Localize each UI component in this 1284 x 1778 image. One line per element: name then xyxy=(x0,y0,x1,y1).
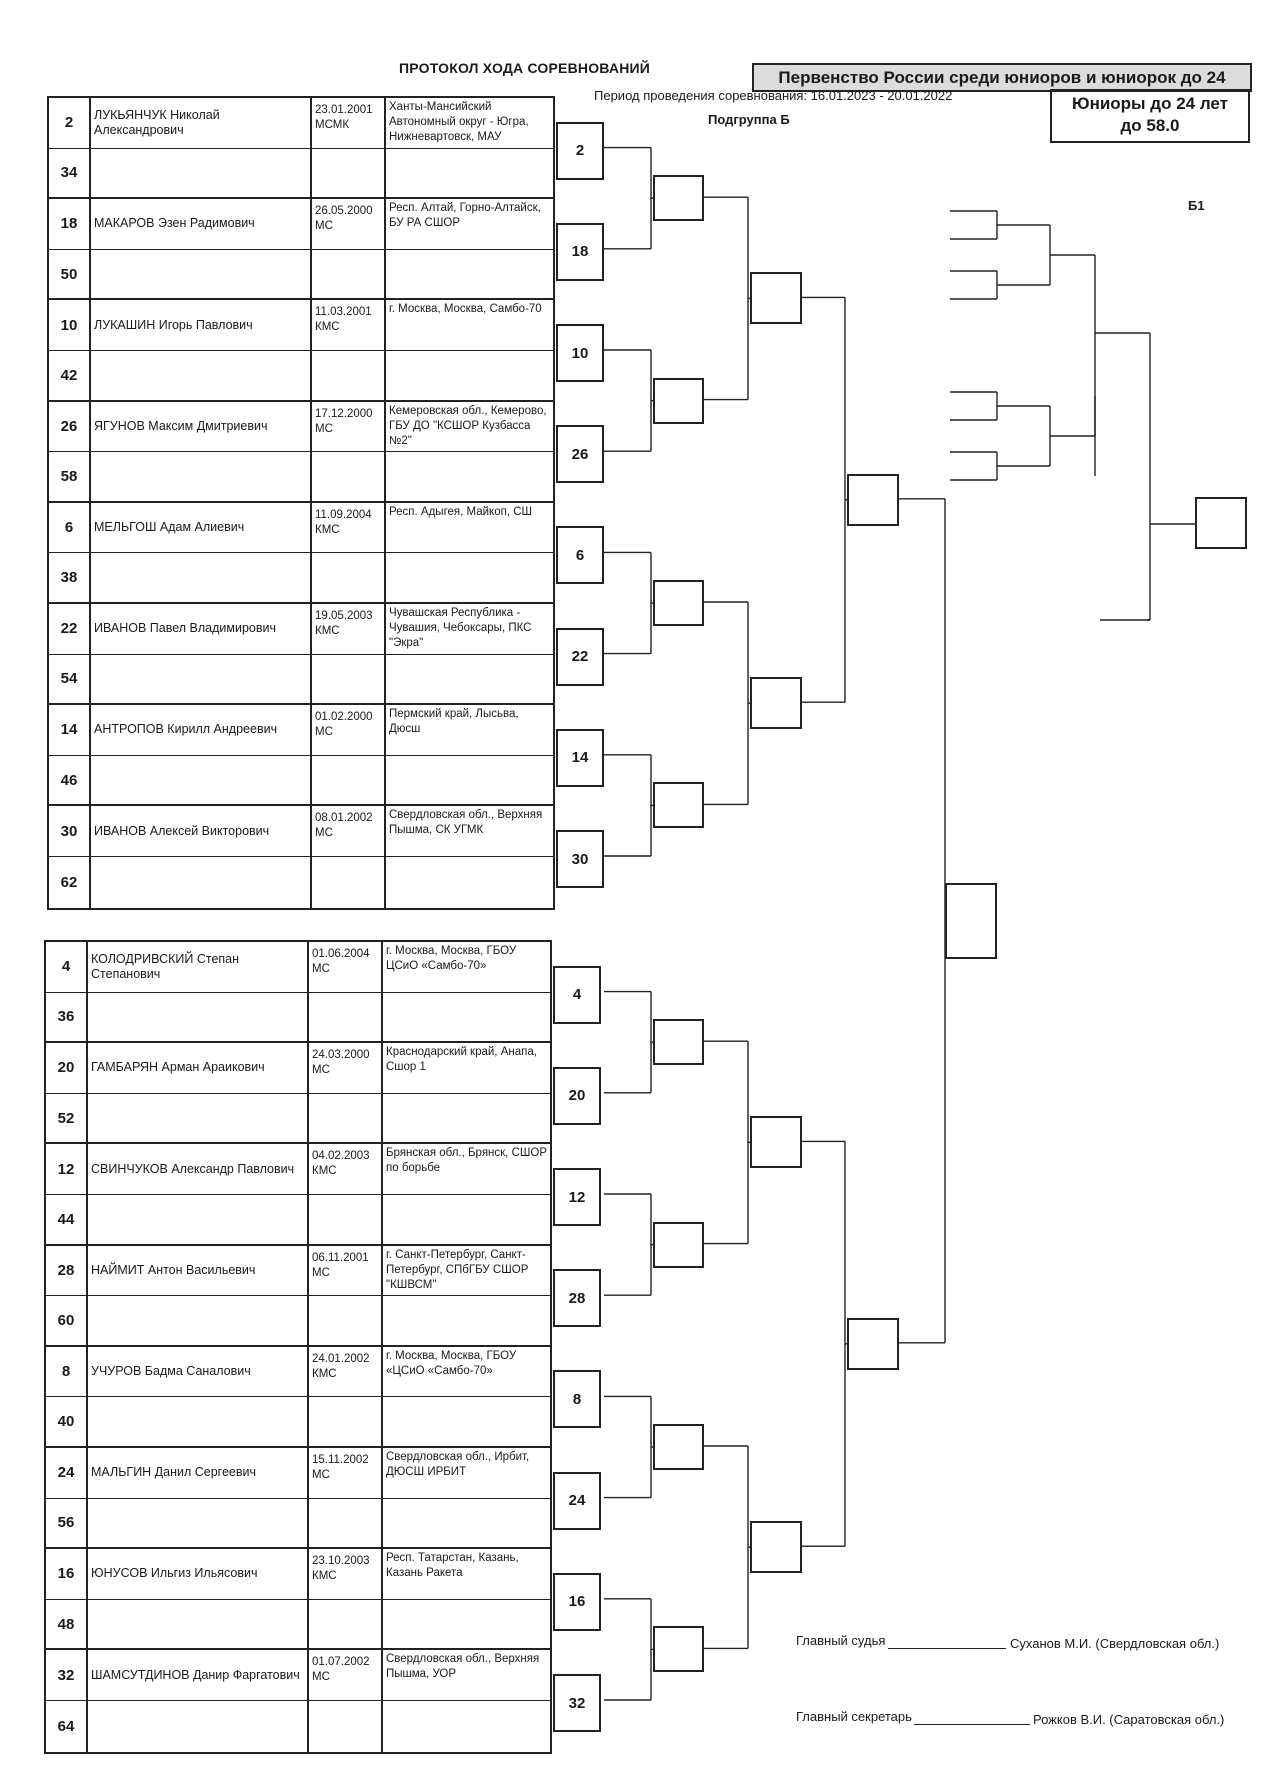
participant-team: г. Москва, Москва, Самбо-70 xyxy=(386,300,553,351)
opponent-number: 54 xyxy=(49,655,91,706)
participant-birth-date: 08.01.2002 xyxy=(315,812,373,825)
participant-birth-date: 23.10.2003 xyxy=(312,1555,370,1568)
protocol-title: ПРОТОКОЛ ХОДА СОРЕВНОВАНИЙ xyxy=(399,60,651,76)
round2-result-box xyxy=(653,1222,704,1268)
round1-seed-box: 16 xyxy=(553,1573,601,1631)
participant-sport-rank: КМС xyxy=(312,1367,337,1380)
round2-result-box xyxy=(653,1626,704,1672)
participant-sport-rank: КМС xyxy=(315,523,340,536)
participant-number: 30 xyxy=(49,806,91,857)
participant-name: МЕЛЬГОШ Адам Алиевич xyxy=(91,503,312,554)
chief-judge-name: Суханов М.И. (Свердловская обл.) xyxy=(1010,1636,1220,1651)
opponent-number: 56 xyxy=(46,1499,88,1550)
participant-name: НАЙМИТ Антон Васильевич xyxy=(88,1246,309,1297)
participant-team: г. Москва, Москва, ГБОУ ЦСиО «Самбо-70» xyxy=(383,942,550,993)
participant-team: г. Санкт-Петербург, Санкт-Петербург, СПбГБУ СШОР "КШВСМ" xyxy=(383,1246,550,1297)
round2-result-box xyxy=(653,175,704,221)
round1-seed-box: 20 xyxy=(553,1067,601,1125)
championship-title: Первенство России среди юниоров и юниорок до 24 xyxy=(752,63,1252,92)
participant-number: 16 xyxy=(46,1549,88,1600)
participant-birth-date: 23.01.2001 xyxy=(315,104,373,116)
opponent-number: 62 xyxy=(49,857,91,908)
semifinal-result-box xyxy=(945,883,997,959)
participant-number: 22 xyxy=(49,604,91,655)
round1-seed-box: 24 xyxy=(553,1472,601,1530)
participant-birth-date: 01.02.2000 xyxy=(315,711,373,724)
participant-number: 18 xyxy=(49,199,91,250)
participant-team: Свердловская обл., Верхняя Пышма, СК УГМК xyxy=(386,806,553,857)
opponent-number: 44 xyxy=(46,1195,88,1246)
round3-result-box xyxy=(750,272,802,324)
participant-name: ЯГУНОВ Максим Дмитриевич xyxy=(91,402,312,453)
participant-birth-date: 24.03.2000 xyxy=(312,1049,370,1062)
participant-sport-rank: КМС xyxy=(315,321,340,334)
round2-result-box xyxy=(653,580,704,626)
participant-sport-rank: МС xyxy=(315,422,333,435)
round1-seed-box: 28 xyxy=(553,1269,601,1327)
round2-result-box xyxy=(653,1424,704,1470)
participant-name: ЛУКАШИН Игорь Павлович xyxy=(91,300,312,351)
opponent-number: 40 xyxy=(46,1397,88,1448)
participant-sport-rank: КМС xyxy=(312,1165,337,1178)
round1-seed-box: 22 xyxy=(556,628,604,686)
participant-birth-date: 26.05.2000 xyxy=(315,205,373,218)
opponent-number: 38 xyxy=(49,553,91,604)
participant-number: 4 xyxy=(46,942,88,993)
participant-team: Краснодарский край, Анапа, Сшор 1 xyxy=(383,1043,550,1094)
participant-team: Респ. Адыгея, Майкоп, СШ xyxy=(386,503,553,554)
opponent-number: 46 xyxy=(49,756,91,807)
participant-number: 26 xyxy=(49,402,91,453)
round1-seed-box: 8 xyxy=(553,1370,601,1428)
participant-number: 20 xyxy=(46,1043,88,1094)
participant-birth-date: 15.11.2002 xyxy=(312,1454,369,1466)
participant-sport-rank: КМС xyxy=(315,625,340,637)
participant-name: ИВАНОВ Павел Владимирович xyxy=(91,604,312,655)
opponent-number: 50 xyxy=(49,250,91,301)
participant-sport-rank: МСМК xyxy=(315,119,350,131)
chief-secretary-signature-line xyxy=(914,1724,1030,1725)
participant-sport-rank: МС xyxy=(315,220,333,233)
participant-team: Респ. Алтай, Горно-Алтайск, БУ РА СШОР xyxy=(386,199,553,250)
participant-team: Брянская обл., Брянск, СШОР по борьбе xyxy=(383,1144,550,1195)
chief-secretary-name: Рожков В.И. (Саратовская обл.) xyxy=(1033,1712,1225,1727)
opponent-number: 58 xyxy=(49,452,91,503)
participant-birth-date: 04.02.2003 xyxy=(312,1150,370,1163)
competition-period: Период проведения соревнования: 16.01.2023 - 20.01.2022 xyxy=(594,88,953,103)
participant-number: 10 xyxy=(49,300,91,351)
participant-team: Чувашская Республика - Чувашия, Чебоксары, ПКС "Экра" xyxy=(386,604,553,655)
participant-name: МАКАРОВ Эзен Радимович xyxy=(91,199,312,250)
participant-team: г. Москва, Москва, ГБОУ «ЦСиО «Самбо-70» xyxy=(383,1347,550,1398)
opponent-number: 36 xyxy=(46,993,88,1044)
participant-sport-rank: МС xyxy=(312,1064,330,1077)
round1-seed-box: 4 xyxy=(553,966,601,1024)
chief-judge-signature-line xyxy=(888,1648,1006,1649)
opponent-number: 52 xyxy=(46,1094,88,1145)
subgroup-label: Подгруппа Б xyxy=(708,112,790,127)
round1-seed-box: 2 xyxy=(556,122,604,180)
participant-birth-date: 01.06.2004 xyxy=(312,948,370,960)
participant-team: Свердловская обл., Ирбит, ДЮСШ ИРБИТ xyxy=(383,1448,550,1499)
participant-name: КОЛОДРИВСКИЙ Степан Степанович xyxy=(88,942,309,993)
participant-number: 14 xyxy=(49,705,91,756)
participant-sport-rank: МС xyxy=(312,1266,330,1279)
participant-name: УЧУРОВ Бадма Саналович xyxy=(88,1347,309,1398)
participant-number: 32 xyxy=(46,1650,88,1701)
round1-seed-box: 14 xyxy=(556,729,604,787)
round1-seed-box: 32 xyxy=(553,1674,601,1732)
participant-sport-rank: МС xyxy=(315,726,333,739)
round3-result-box xyxy=(750,1521,802,1573)
round3-result-box xyxy=(750,1116,802,1168)
round1-seed-box: 18 xyxy=(556,223,604,281)
participant-team: Ханты-Мансийский Автономный округ - Югра, Нижневартовск, МАУ xyxy=(386,98,553,149)
participant-birth-date: 24.01.2002 xyxy=(312,1352,370,1365)
participant-birth-date: 17.12.2000 xyxy=(315,407,373,420)
participant-team: Пермский край, Лысьва, Дюсш xyxy=(386,705,553,756)
participant-birth-date: 06.11.2001 xyxy=(312,1251,369,1264)
round1-seed-box: 10 xyxy=(556,324,604,382)
participant-birth-date: 19.05.2003 xyxy=(315,610,373,622)
opponent-number: 48 xyxy=(46,1600,88,1651)
participant-birth-date: 01.07.2002 xyxy=(312,1656,370,1669)
participant-sport-rank: МС xyxy=(312,963,330,975)
participant-name: ЛУКЬЯНЧУК Николай Александрович xyxy=(91,98,312,149)
chief-judge-label: Главный судья xyxy=(796,1633,886,1648)
participant-name: СВИНЧУКОВ Александр Павлович xyxy=(88,1144,309,1195)
participant-sport-rank: КМС xyxy=(312,1570,337,1583)
chief-secretary-label: Главный секретарь xyxy=(796,1709,912,1724)
participant-number: 12 xyxy=(46,1144,88,1195)
category-age: Юниоры до 24 лет xyxy=(1072,94,1228,113)
participant-team: Кемеровская обл., Кемерово, ГБУ ДО "КСШОР Кузбасса №2" xyxy=(386,402,553,453)
repechage-result-box xyxy=(1195,497,1247,549)
round1-seed-box: 30 xyxy=(556,830,604,888)
opponent-number: 34 xyxy=(49,149,91,200)
category-weight: до 58.0 xyxy=(1120,116,1180,135)
round2-result-box xyxy=(653,782,704,828)
participant-name: ЮНУСОВ Ильгиз Ильясович xyxy=(88,1549,309,1600)
opponent-number: 64 xyxy=(46,1701,88,1752)
participant-sport-rank: МС xyxy=(312,1469,330,1481)
round4-result-box xyxy=(847,474,899,526)
round3-result-box xyxy=(750,677,802,729)
participant-birth-date: 11.03.2001 xyxy=(315,306,372,319)
participant-name: ГАМБАРЯН Арман Араикович xyxy=(88,1043,309,1094)
participant-birth-date: 11.09.2004 xyxy=(315,508,372,521)
participant-number: 8 xyxy=(46,1347,88,1398)
participant-number: 28 xyxy=(46,1246,88,1297)
opponent-number: 60 xyxy=(46,1296,88,1347)
round2-result-box xyxy=(653,1019,704,1065)
participant-number: 2 xyxy=(49,98,91,149)
participant-sport-rank: МС xyxy=(312,1671,330,1684)
participant-team: Респ. Татарстан, Казань, Казань Ракета xyxy=(383,1549,550,1600)
participant-name: АНТРОПОВ Кирилл Андреевич xyxy=(91,705,312,756)
participant-team: Свердловская обл., Верхняя Пышма, УОР xyxy=(383,1650,550,1701)
participant-number: 6 xyxy=(49,503,91,554)
participant-number: 24 xyxy=(46,1448,88,1499)
round4-result-box xyxy=(847,1318,899,1370)
round2-result-box xyxy=(653,378,704,424)
round1-seed-box: 26 xyxy=(556,425,604,483)
participant-sport-rank: МС xyxy=(315,827,333,840)
participant-name: ШАМСУТДИНОВ Данир Фаргатович xyxy=(88,1650,309,1701)
bracket-b1-label: Б1 xyxy=(1188,198,1205,213)
round1-seed-box: 6 xyxy=(556,526,604,584)
participant-name: ИВАНОВ Алексей Викторович xyxy=(91,806,312,857)
opponent-number: 42 xyxy=(49,351,91,402)
round1-seed-box: 12 xyxy=(553,1168,601,1226)
participant-name: МАЛЬГИН Данил Сергеевич xyxy=(88,1448,309,1499)
